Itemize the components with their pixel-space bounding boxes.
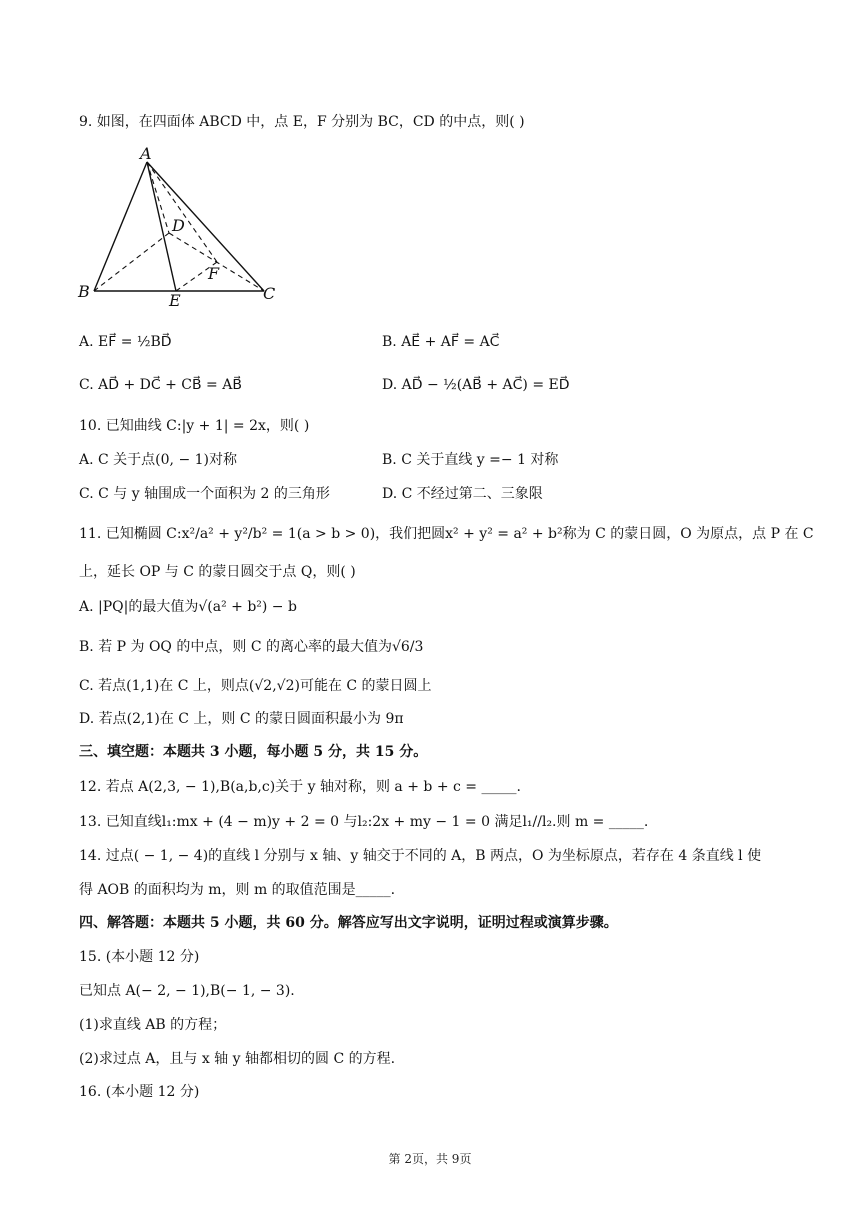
q15-part1: (1)求直线 AB 的方程；	[79, 1017, 227, 1033]
q11-option-b: B. 若 P 为 OQ 的中点，则 C 的离心率的最大值为√6/3	[79, 639, 424, 655]
q16-title: 16. (本小题 12 分)	[79, 1084, 200, 1100]
label-f: F	[208, 264, 220, 283]
q12: 12. 若点 A(2,3, − 1),B(a,b,c)关于 y 轴对称，则 a + b + c = _____.	[79, 779, 521, 795]
edge-ab	[94, 162, 147, 291]
q9-stem: 9. 如图，在四面体 ABCD 中，点 E，F 分别为 BC，CD 的中点，则( )	[79, 114, 525, 130]
q11-option-a: A. |PQ|的最大值为√(a² + b²) − b	[79, 599, 297, 615]
q10-stem: 10. 已知曲线 C:|y + 1| = 2x，则( )	[79, 418, 310, 434]
section-4-heading: 四、解答题：本题共 5 小题，共 60 分。解答应写出文字说明，证明过程或演算步骤。	[79, 915, 618, 931]
q9-option-c: C. AD⃗ + DC⃗ + CB⃗ = AB⃗	[79, 377, 242, 393]
label-e: E	[169, 291, 181, 310]
edge-ad	[147, 162, 169, 233]
q11-stem-line1: 11. 已知椭圆 C:x²/a² + y²/b² = 1(a > b > 0)，我们把圆x² + y² = a² + b²称为 C 的蒙日圆，O 为原点，点 P 在 C	[79, 526, 814, 542]
q14-line1: 14. 过点( − 1, − 4)的直线 l 分别与 x 轴、y 轴交于不同的 A，B 两点，O 为坐标原点，若存在 4 条直线 l 使	[79, 848, 762, 864]
q14-line2: 得 AOB 的面积均为 m，则 m 的取值范围是_____.	[79, 882, 396, 898]
q10-option-d: D. C 不经过第二、三象限	[382, 486, 543, 502]
edge-ac	[147, 162, 264, 291]
q11-option-c: C. 若点(1,1)在 C 上，则点(√2,√2)可能在 C 的蒙日圆上	[79, 678, 432, 694]
tetrahedron-figure	[72, 140, 282, 310]
page-footer: 第 2页，共 9页	[388, 1152, 472, 1166]
label-c: C	[263, 284, 276, 303]
q10-option-b: B. C 关于直线 y =− 1 对称	[382, 452, 559, 468]
label-d: D	[172, 216, 185, 235]
q11-stem-line2: 上，延长 OP 与 C 的蒙日圆交于点 Q，则( )	[79, 564, 356, 580]
edge-af	[147, 162, 217, 262]
section-3-heading: 三、填空题：本题共 3 小题，每小题 5 分，共 15 分。	[79, 744, 428, 760]
q9-option-b: B. AE⃗ + AF⃗ = AC⃗	[382, 334, 500, 350]
q15-part2: (2)求过点 A，且与 x 轴 y 轴都相切的圆 C 的方程.	[79, 1051, 396, 1067]
q15-title: 15. (本小题 12 分)	[79, 949, 200, 965]
q15-given: 已知点 A(− 2, − 1),B(− 1, − 3).	[79, 983, 295, 999]
q10-option-c: C. C 与 y 轴围成一个面积为 2 的三角形	[79, 486, 330, 502]
q13: 13. 已知直线l₁:mx + (4 − m)y + 2 = 0 与l₂:2x + my − 1 = 0 满足l₁//l₂.则 m = _____.	[79, 814, 649, 830]
label-b: B	[78, 282, 90, 301]
label-a: A	[140, 144, 152, 163]
q10-option-a: A. C 关于点(0, − 1)对称	[79, 452, 237, 468]
q11-option-d: D. 若点(2,1)在 C 上，则 C 的蒙日圆面积最小为 9π	[79, 711, 404, 727]
q9-option-a: A. EF⃗ = ½BD⃗	[79, 334, 172, 350]
q9-option-d: D. AD⃗ − ½(AB⃗ + AC⃗) = ED⃗	[382, 377, 570, 393]
